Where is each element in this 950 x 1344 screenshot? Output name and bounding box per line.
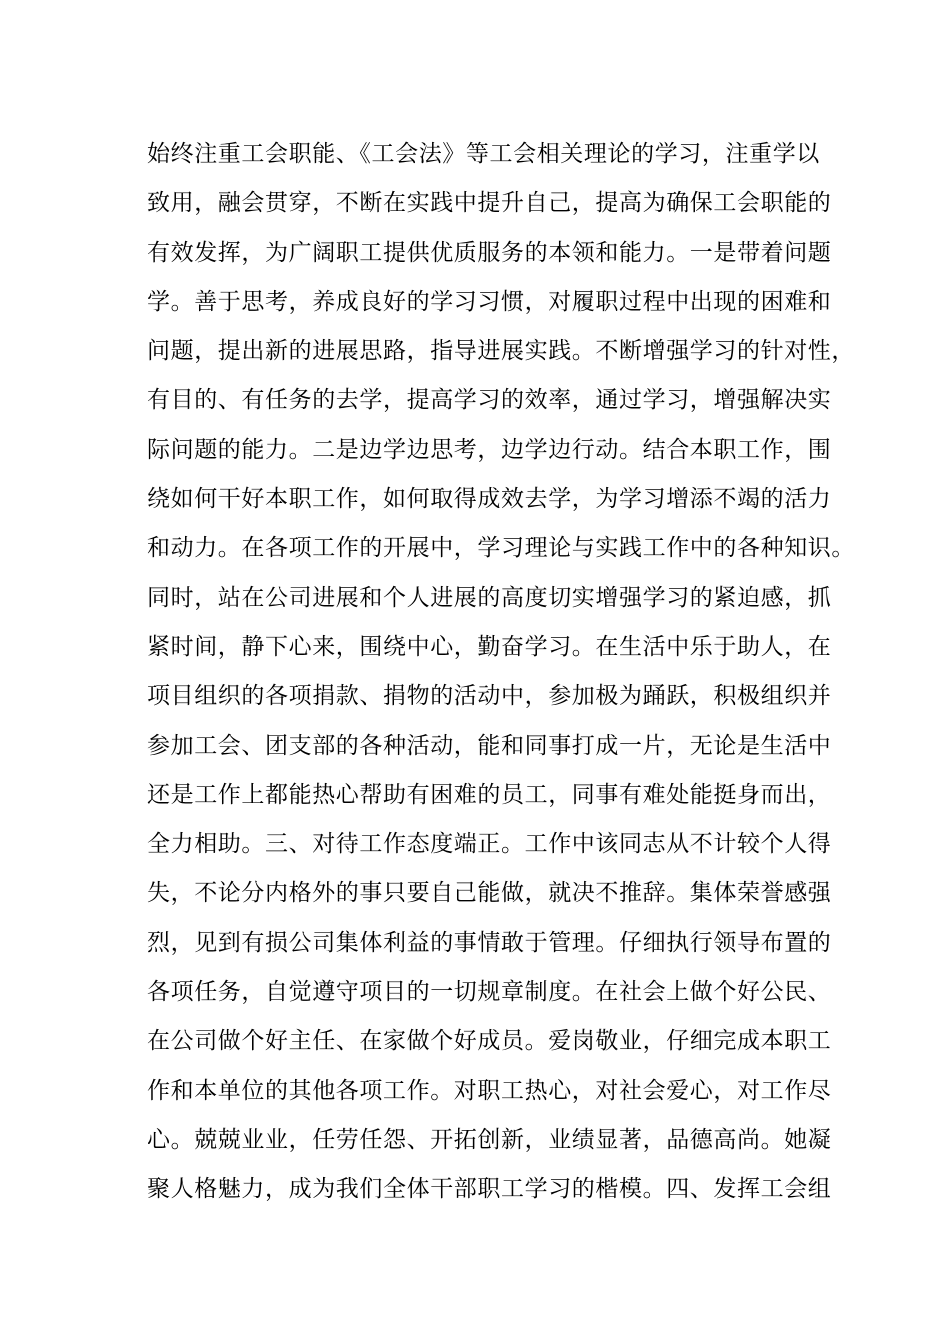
text-line: 失，不论分内格外的事只要自己能做，就决不推辞。集体荣誉感强: [147, 880, 832, 907]
text-line: 致用，融会贯穿，不断在实践中提升自己，提高为确保工会职能的: [147, 190, 832, 217]
text-line: 有效发挥，为广阔职工提供优质服务的本领和能力。一是带着问题: [147, 239, 832, 266]
text-line: 同时，站在公司进展和个人进展的高度切实增强学习的紧迫感，抓: [147, 584, 832, 611]
text-line: 际问题的能力。二是边学边思考，边学边行动。结合本职工作，围: [147, 436, 832, 463]
text-line: 始终注重工会职能、《工会法》等工会相关理论的学习，注重学以: [147, 141, 820, 167]
text-line: 作和本单位的其他各项工作。对职工热心，对社会爱心，对工作尽: [147, 1077, 832, 1104]
text-line: 学。善于思考，养成良好的学习习惯，对履职过程中出现的困难和: [147, 288, 832, 315]
text-line: 紧时间，静下心来，围绕中心，勤奋学习。在生活中乐于助人，在: [147, 633, 832, 660]
text-line: 参加工会、团支部的各种活动，能和同事打成一片，无论是生活中: [147, 732, 832, 759]
text-line: 全力相助。三、对待工作态度端正。工作中该同志从不计较个人得: [147, 831, 832, 858]
text-line: 和动力。在各项工作的开展中，学习理论与实践工作中的各种知识。: [147, 535, 855, 562]
text-line: 心。兢兢业业，任劳任怨、开拓创新，业绩显著，品德高尚。她凝: [147, 1126, 832, 1153]
text-line: 聚人格魅力，成为我们全体干部职工学习的楷模。四、发挥工会组: [147, 1176, 832, 1203]
text-line: 问题，提出新的进展思路，指导进展实践。不断增强学习的针对性，: [147, 338, 855, 365]
text-line: 在公司做个好主任、在家做个好成员。爱岗敬业，仔细完成本职工: [147, 1028, 832, 1055]
text-line: 各项任务，自觉遵守项目的一切规章制度。在社会上做个好公民、: [147, 979, 832, 1006]
text-line: 有目的、有任务的去学，提高学习的效率，通过学习，增强解决实: [147, 387, 832, 414]
text-line: 项目组织的各项捐款、捐物的活动中，参加极为踊跃，积极组织并: [147, 683, 832, 710]
text-line: 还是工作上都能热心帮助有困难的员工，同事有难处能挺身而出，: [147, 781, 832, 808]
text-line: 烈，见到有损公司集体利益的事情敢于管理。仔细执行领导布置的: [147, 929, 832, 956]
text-line: 绕如何干好本职工作，如何取得成效去学，为学习增添不竭的活力: [147, 486, 832, 513]
body-paragraph: [147, 130, 855, 1215]
